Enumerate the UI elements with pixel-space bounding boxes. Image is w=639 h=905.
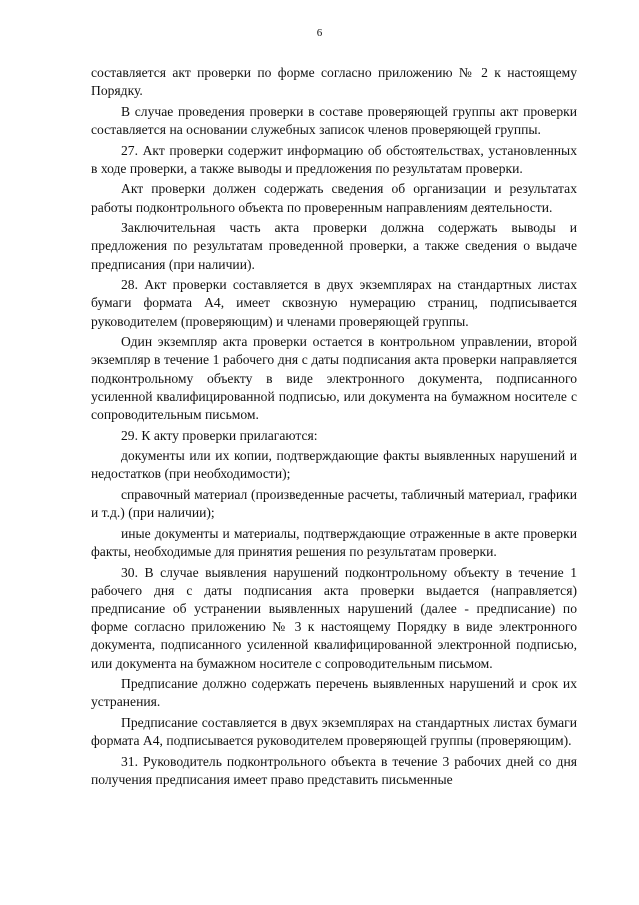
paragraph: Заключительная часть акта проверки должна содержать выводы и предложения по результатам проведенной проверки, а также сведения о выдаче предписания (при наличии).	[91, 220, 577, 272]
paragraph: составляется акт проверки по форме согласно приложению № 2 к настоящему Порядку.	[91, 65, 577, 99]
page-number: 6	[316, 27, 323, 39]
document-body	[91, 64, 577, 792]
paragraph: документы или их копии, подтверждающие факты выявленных нарушений и недостатков (при необходимости);	[91, 448, 577, 482]
paragraph: В случае проведения проверки в составе проверяющей группы акт проверки составляется на основании служебных записок членов проверяющей группы.	[91, 103, 577, 137]
paragraph: Акт проверки должен содержать сведения об организации и результатах работы подконтрольного объекта по проверенным направлениям деятельности.	[91, 181, 577, 215]
paragraph: Предписание должно содержать перечень выявленных нарушений и срок их устранения.	[91, 676, 577, 710]
paragraph: Один экземпляр акта проверки остается в контрольном управлении, второй экземпляр в течение 1 рабочего дня с даты подписания акта проверки направляется подконтрольному объекту в виде электронного документа, подписанного усиленной квалифицированной подписью, или документа на бумажном носителе с сопроводительным письмом.	[91, 334, 577, 422]
paragraph: 31. Руководитель подконтрольного объекта в течение 3 рабочих дней со дня получения предписания имеет право представить письменные	[91, 753, 577, 787]
paragraph: иные документы и материалы, подтверждающие отраженные в акте проверки факты, необходимые для принятия решения по результатам проверки.	[91, 525, 577, 559]
paragraph: 30. В случае выявления нарушений подконтрольному объекту в течение 1 рабочего дня с даты подписания акта проверки выдается (направляется) предписание об устранении выявленных нарушений (далее - предписание) по форме согласно приложению № 3 к настоящему Порядку в виде электронного документа, подписанного усиленной квалифицированной электронной подписью, или документа на бумажном носителе с сопроводительным письмом.	[91, 564, 577, 671]
paragraph: Предписание составляется в двух экземплярах на стандартных листах бумаги формата А4, подписывается руководителем проверяющей группы (проверяющим).	[91, 714, 577, 749]
paragraph: 27. Акт проверки содержит информацию об обстоятельствах, установленных в ходе проверки, а также выводы и предложения по результатам проверки.	[91, 142, 577, 176]
paragraph: справочный материал (произведенные расчеты, табличный материал, графики и т.д.) (при наличии);	[91, 486, 577, 521]
paragraph: 28. Акт проверки составляется в двух экземплярах на стандартных листах бумаги формата А4, имеет сквозную нумерацию страниц, подписывается руководителем (проверяющим) и членами проверяющей группы.	[91, 277, 577, 329]
paragraph: 29. К акту проверки прилагаются:	[121, 427, 318, 443]
